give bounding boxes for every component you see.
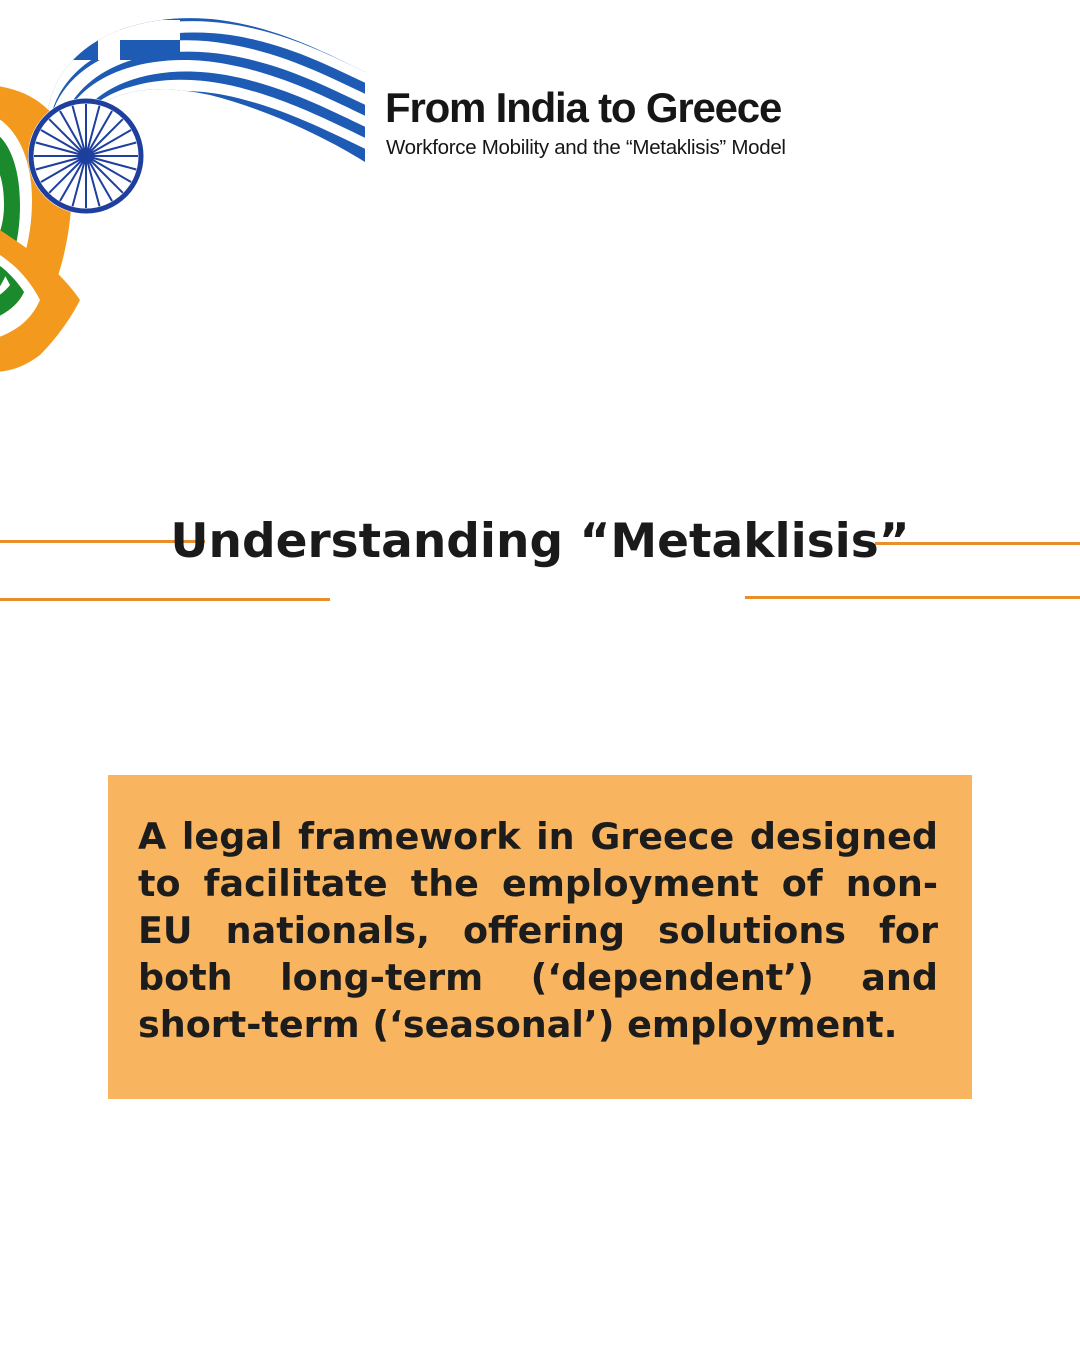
divider-left: [0, 598, 330, 601]
flag-ribbon-icon: [0, 0, 380, 390]
brand-title: From India to Greece: [385, 84, 782, 131]
brand-subtitle: Workforce Mobility and the “Metaklisis” Model: [386, 136, 786, 159]
definition-text: A legal framework in Greece designed to facilitate the employment of non-EU nationals, offering solutions for both long-term (‘dependent’) and short-term (‘seasonal’) employment.: [138, 815, 938, 1046]
definition-box: [108, 775, 972, 1099]
divider-right: [745, 596, 1080, 599]
section-heading: Understanding “Metaklisis”: [170, 514, 910, 569]
